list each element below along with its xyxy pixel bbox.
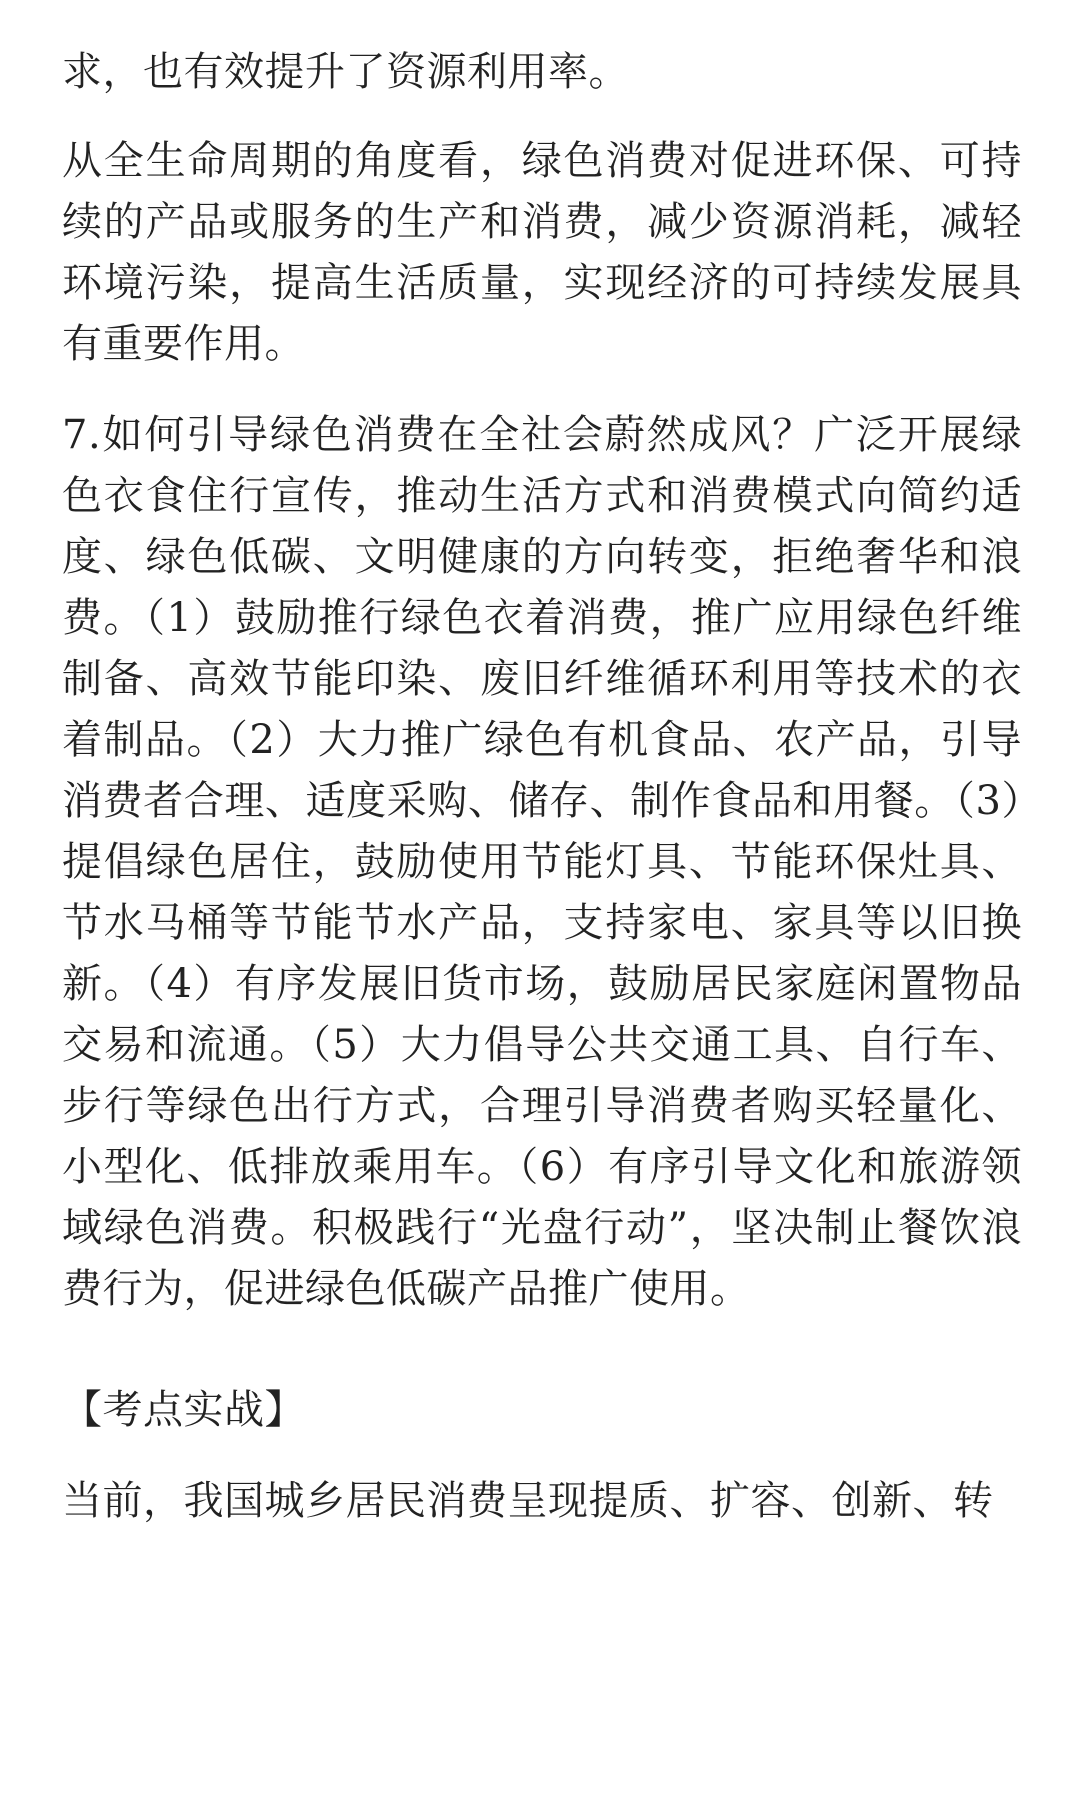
paragraph-lifecycle: 从全生命周期的角度看，绿色消费对促进环保、可持续的产品或服务的生产和消费，减少资源消耗，减轻环境污染，提高生活质量，实现经济的可持续发展具有重要作用。 (62, 138, 1022, 367)
paragraph-current-consumption: 当前，我国城乡居民消费呈现提质、扩容、创新、转 (62, 1478, 994, 1524)
paragraph-resource-utilization: 求，也有效提升了资源利用率。 (62, 49, 629, 95)
section-heading: 【考点实战】 (62, 1387, 305, 1433)
paragraph-green-consumption-guide: 7.如何引导绿色消费在全社会蔚然成风？广泛开展绿色衣食住行宣传，推动生活方式和消费模式向简约适度、绿色低碳、文明健康的方向转变，拒绝奢华和浪费。（1）鼓励推行绿色衣着消费，推广应用绿色纤维制备、高效节能印染、废旧纤维循环利用等技术的衣着制品。（2）大力推广绿色有机食品、农产品，引导消费者合理、适度采购、储存、制作食品和用餐。（3）提倡绿色居住，鼓励使用节能灯具、节能环保灶具、节水马桶等节能节水产品，支持家电、家具等以旧换新。（4）有序发展旧货市场，鼓励居民家庭闲置物品交易和流通。（5）大力倡导公共交通工具、自行车、步行等绿色出行方式，合理引导消费者购买轻量化、小型化、低排放乘用车。（6）有序引导文化和旅游领域绿色消费。积极践行“光盘行动”，坚决制止餐饮浪费行为，促进绿色低碳产品推广使用。 (62, 412, 1022, 1312)
